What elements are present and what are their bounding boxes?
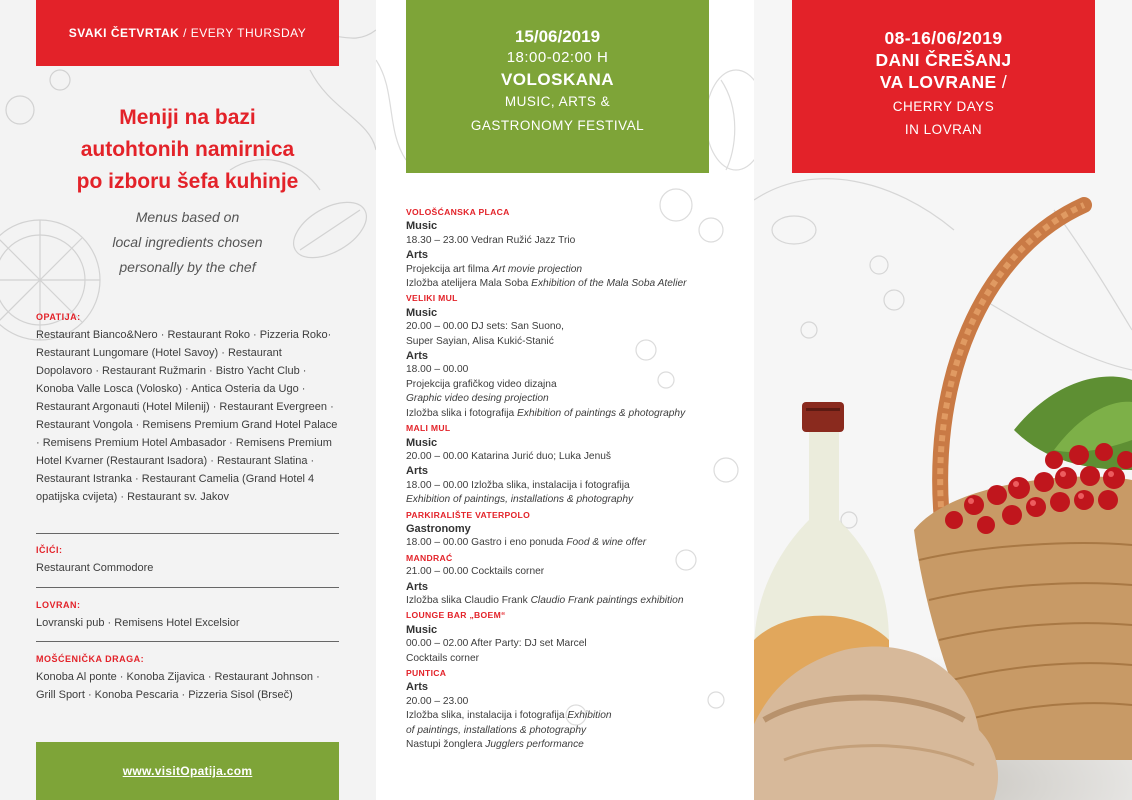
location-lovran [36, 600, 339, 632]
divider [36, 533, 339, 534]
menus-headline [36, 102, 339, 198]
programme-text: Projekcija art filma [406, 263, 493, 275]
headline-line: po izboru šefa kuhinje [76, 170, 299, 193]
programme-category: Arts [406, 580, 429, 593]
programme-text-english: Graphic video desing projection [406, 393, 549, 405]
venue-name: LOUNGE BAR „BOEM“ [406, 610, 506, 621]
programme-line [406, 335, 746, 349]
location-restaurants: Restaurant Bianco&Nero · Restaurant Roko · Pizzeria Roko· Restaurant Lungomare (Hotel Savoy) · Restaurant Dopolavoro · Restaurant Ružmarin · Bistro Yacht Club · Konoba Valle Losca (Volosko) · Antica Osteria da Ugo · Restaurant Argonauti (Hotel Milenij) · Restaurant Evergreen · Restaurant Vongola · Remisens Premium Grand Hotel Palace · Remisens Premium Hotel Ambasador · Remisens Premium Hotel Kvarner (Restaurant Isadora) · Restaurant Slatina · Restaurant Istranka · Restaurant Camelia (Grand Hotel 4 opatijska cvijeta) · Restaurant sv. Jakov [36, 329, 338, 503]
website-link[interactable]: www.visitOpatija.com [122, 764, 253, 778]
programme-text: 18.00 – 00.00 Izložba slika, instalacija i fotografija [406, 479, 630, 491]
subtitle-line: Menus based on [135, 209, 240, 225]
event-date: 15/06/2019 [514, 27, 601, 46]
programme-line [406, 363, 746, 377]
programme-line [406, 493, 746, 507]
location-restaurants: Lovranski pub · Remisens Hotel Excelsior [36, 617, 240, 629]
programme-category: Arts [406, 350, 429, 363]
programme-text: 20.00 – 00.00 Katarina Jurić duo; Luka Jenuš [406, 450, 612, 462]
banner-label-hr: SVAKI ČETVRTAK [68, 26, 180, 40]
programme-line [406, 277, 746, 291]
event-title-hr-2 [792, 71, 1095, 93]
every-thursday-banner [36, 0, 339, 66]
programme-line [406, 378, 746, 392]
programme-text: Izložba slika Claudio Frank [406, 594, 531, 606]
programme-text: 21.00 – 00.00 Cocktails corner [406, 566, 545, 578]
event-title-hr-part: VA LOVRANE [879, 72, 997, 92]
programme-category: Music [406, 220, 438, 233]
location-icici [36, 545, 339, 577]
programme-text-english: Food & wine offer [566, 537, 647, 549]
programme-line [406, 738, 746, 752]
programme-text-english: Exhibition of paintings, installations & photography [406, 494, 634, 506]
programme-text: Izložba slika, instalacija i fotografija [406, 710, 568, 722]
location-restaurants: Restaurant Commodore [36, 562, 154, 574]
programme-line [406, 594, 746, 608]
programme-line [406, 263, 746, 277]
venue-name: VOLOŠĆANSKA PLACA [406, 207, 510, 217]
event-name: VOLOSKANA [500, 70, 615, 89]
divider [36, 587, 339, 588]
programme-line [406, 234, 746, 248]
menus-subtitle [56, 205, 319, 280]
programme-category: Music [406, 623, 438, 636]
banner-separator: / [179, 26, 191, 40]
panel-left-menus [0, 0, 376, 800]
event-description: MUSIC, ARTS & [504, 94, 611, 109]
venue-name: VELIKI MUL [406, 293, 458, 304]
programme-text-english: Claudio Frank paintings exhibition [530, 594, 684, 606]
programme-text-english: Exhibition of the Mala Soba Atelier [531, 278, 687, 290]
programme-text-english: Art movie projection [492, 263, 583, 275]
venue-name: PARKIRALIŠTE VATERPOLO [406, 509, 531, 520]
programme-category: Arts [406, 681, 429, 694]
programme-text-english: Exhibition of paintings & photography [516, 407, 686, 419]
programme-text-english: Exhibition [567, 710, 612, 722]
event-dates: 08-16/06/2019 [884, 28, 1003, 48]
programme-line [406, 724, 746, 738]
programme-line [406, 637, 746, 651]
programme-text-english: Jugglers performance [485, 739, 584, 751]
divider [36, 641, 339, 642]
programme-line [406, 565, 746, 579]
location-restaurants: Konoba Al ponte · Konoba Zijavica · Restaurant Johnson · Grill Sport · Konoba Pescaria · Pizzeria Sisol (Brseč) [36, 671, 320, 701]
event-title-en: CHERRY DAYS [892, 99, 995, 114]
venue-name: MANDRAĆ [406, 552, 453, 563]
programme-text: Cocktails corner [406, 652, 480, 664]
location-opatija [36, 312, 339, 506]
programme-category: Music [406, 436, 438, 449]
location-name: IČIĆI: [36, 545, 63, 555]
event-description: GASTRONOMY FESTIVAL [470, 118, 645, 133]
programme-line [406, 392, 746, 406]
location-name: LOVRAN: [36, 600, 81, 610]
event-title-en-2: IN LOVRAN [904, 122, 983, 137]
programme-line [406, 479, 746, 493]
programme-line [406, 450, 746, 464]
programme-category: Music [406, 306, 438, 319]
programme-category: Arts [406, 465, 429, 478]
programme-text: 18.00 – 00.00 Gastro i eno ponuda [406, 537, 567, 549]
cherry-days-banner [792, 0, 1095, 173]
event-time: 18:00-02:00 H [506, 49, 609, 66]
location-moscenicka-draga [36, 654, 339, 704]
location-name: OPATIJA: [36, 312, 81, 322]
programme-line [406, 320, 746, 334]
programme-text: 18.00 – 00.00 [406, 364, 469, 376]
voloskana-banner [406, 0, 709, 173]
event-title-hr: DANI ČREŠANJ [875, 50, 1012, 70]
website-banner [36, 742, 339, 800]
programme-text: 20.00 – 00.00 DJ sets: San Suono, [406, 321, 565, 333]
programme-line [406, 652, 746, 666]
festival-programme [406, 205, 746, 752]
programme-text: 18.30 – 23.00 Vedran Ružić Jazz Trio [406, 234, 576, 246]
programme-text: 00.00 – 02.00 After Party: DJ set Marcel [406, 638, 587, 650]
programme-text: 20.00 – 23.00 [406, 695, 469, 707]
programme-line [406, 407, 746, 421]
programme-text-english: of paintings, installations & photography [406, 724, 587, 736]
venue-name: PUNTICA [406, 668, 447, 678]
programme-text: Izložba atelijera Mala Soba [406, 278, 532, 290]
venue-name: MALI MUL [406, 423, 451, 434]
programme-text: Izložba slika i fotografija [406, 407, 517, 419]
programme-category: Arts [406, 249, 429, 262]
programme-line [406, 695, 746, 709]
title-separator: / [996, 72, 1008, 92]
banner-label-en: EVERY THURSDAY [190, 26, 307, 40]
panel-middle-voloskana [376, 0, 754, 800]
headline-line: autohtonih namirnica [80, 138, 295, 161]
subtitle-line: local ingredients chosen [112, 234, 263, 250]
programme-category: Gastronomy [406, 522, 471, 535]
programme-text: Super Sayian, Alisa Kukić-Stanić [406, 335, 554, 347]
panel-right-cherry-days [754, 0, 1132, 800]
headline-line: Meniji na bazi [119, 106, 256, 129]
programme-text: Projekcija grafičkog video dizajna [406, 378, 557, 390]
programme-line [406, 536, 746, 550]
subtitle-line: personally by the chef [119, 259, 256, 275]
programme-line [406, 709, 746, 723]
programme-text: Nastupi žonglera [406, 739, 486, 751]
location-name: MOŠĆENIČKA DRAGA: [36, 654, 145, 664]
